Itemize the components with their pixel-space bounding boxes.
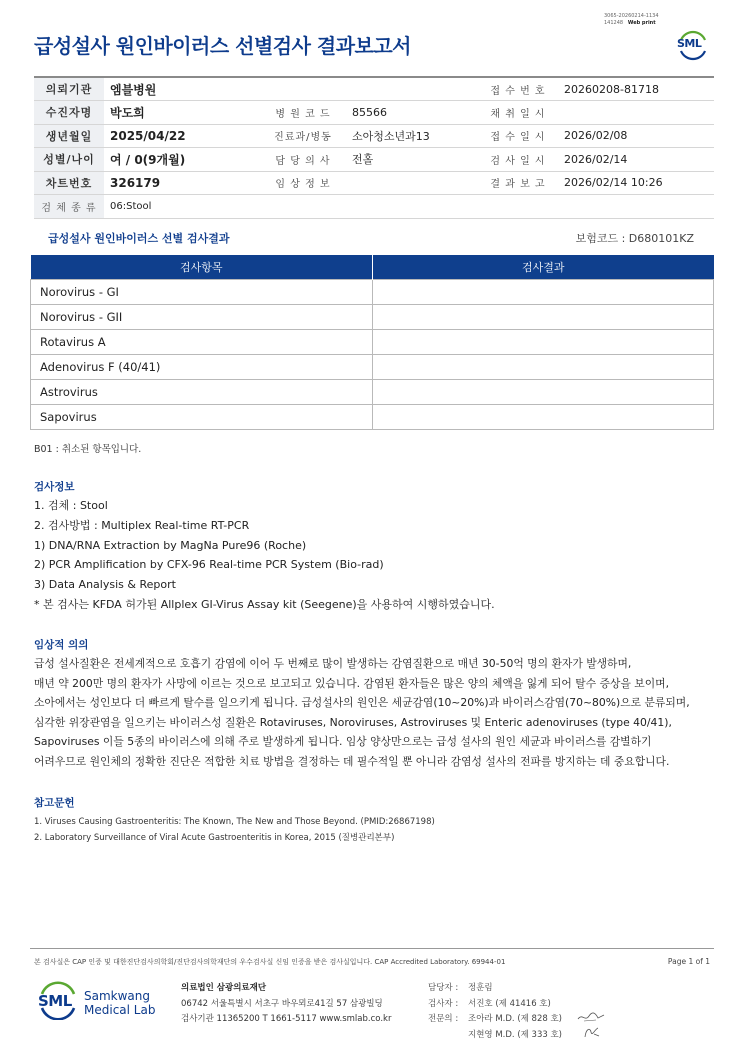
clinical-line: Sapoviruses 이들 5종의 바이러스에 의해 주로 발생하게 됩니다. 임상 양상만으로는 급성 설사의 원인 세균과 바이러스를 감별하기 xyxy=(34,735,652,748)
specimen-value: 06:Stool xyxy=(104,195,714,219)
organization-info xyxy=(181,981,391,1028)
info-value xyxy=(558,101,714,125)
test-info-line: * 본 검사는 KFDA 허가된 Allplex GI-Virus Assay kit (Seegene)을 사용하여 시행하였습니다. xyxy=(34,597,495,611)
test-info-heading: 검사정보 xyxy=(34,481,75,493)
staff-name: 지현영 M.D. (제 333 호) xyxy=(468,1029,563,1040)
test-item: Adenovirus F (40/41) xyxy=(31,354,373,379)
info-value xyxy=(346,77,478,101)
staff-role: 전문의 : xyxy=(428,1014,459,1024)
info-value xyxy=(346,171,478,195)
org-contact: 검사기관 11365200 T 1661-5117 www.smlab.co.kr xyxy=(181,1014,392,1024)
info-value: 20260208-81718 xyxy=(558,77,714,101)
signature-1-icon xyxy=(576,1010,606,1024)
patient-info-table xyxy=(34,76,714,219)
org-name: 의료법인 삼광의료재단 xyxy=(181,983,267,993)
table-row xyxy=(31,404,714,429)
info-value: 엠블병원 xyxy=(104,77,260,101)
sml-logo-text: SML xyxy=(38,992,72,1010)
cancel-note: B01 : 취소된 항목입니다. xyxy=(34,444,142,455)
test-item: Rotavirus A xyxy=(31,329,373,354)
info-label: 성별/나이 xyxy=(34,148,104,172)
table-row xyxy=(31,279,714,304)
info-value: 85566 xyxy=(346,101,478,125)
certification-note: 본 검사실은 CAP 인증 및 대한진단검사의학회/진단검사의학재단의 우수검사실 신임 인증을 받은 검사실입니다. CAP Accredited Laboratory. 69944-01 xyxy=(34,958,506,966)
references-heading: 참고문헌 xyxy=(34,797,75,809)
staff-name: 서진호 (제 41416 호) xyxy=(468,998,551,1009)
info-label: 채 취 일 시 xyxy=(478,101,558,125)
info-label xyxy=(260,77,346,101)
test-item: Norovirus - GII xyxy=(31,304,373,329)
info-label: 검 사 일 시 xyxy=(478,148,558,172)
clinical-line: 매년 약 200만 명의 환자가 사망에 이르는 것으로 보고되고 있습니다. 감염된 환자들은 많은 양의 체액을 잃게 되어 탈수 증상을 보이며, xyxy=(34,676,670,690)
table-row xyxy=(31,329,714,354)
test-info-line: 2) PCR Amplification by CFX-96 Real-time PCR System (Bio-rad) xyxy=(34,558,384,572)
reference-line: 2. Laboratory Surveillance of Viral Acute Gastroenteritis in Korea, 2015 (질병관리본부) xyxy=(34,833,395,843)
clinical-heading: 임상적 의의 xyxy=(34,639,89,651)
info-row-specimen xyxy=(34,195,714,219)
test-info-line: 2. 검사방법 : Multiplex Real-time RT-PCR xyxy=(34,518,250,532)
sml-logo xyxy=(675,26,711,64)
info-value: 여 / 0(9개월) xyxy=(104,148,260,172)
web-print-label: Web print xyxy=(627,20,656,26)
info-label: 병 원 코 드 xyxy=(260,101,346,125)
staff-name: 조아라 M.D. (제 828 호) xyxy=(468,1014,563,1024)
column-header-item: 검사항목 xyxy=(31,255,373,279)
test-info-body xyxy=(34,496,495,615)
result-section-title: 급성설사 원인바이러스 선별 검사결과 xyxy=(48,232,230,245)
info-label: 진료과/병동 xyxy=(260,124,346,148)
test-item: Sapovirus xyxy=(31,404,373,429)
info-value: 2026/02/08 xyxy=(558,124,714,148)
result-table xyxy=(30,255,714,430)
footer-divider xyxy=(30,948,714,949)
test-result xyxy=(373,304,714,329)
signature-2-icon xyxy=(582,1025,602,1039)
document-id-line1: 3065-20260214-1134 xyxy=(604,13,659,19)
info-label: 담 당 의 사 xyxy=(260,148,346,172)
info-label: 수진자명 xyxy=(34,101,104,125)
staff-role: 담당자 : xyxy=(428,983,459,993)
test-result xyxy=(373,329,714,354)
table-row xyxy=(31,379,714,404)
clinical-line: 어려우므로 원인체의 정확한 진단은 적합한 치료 방법을 결정하는 데 필수적일 뿐 아니라 감염성 설사의 전파를 방지하는 데 중요합니다. xyxy=(34,754,670,768)
staff-name: 정훈림 xyxy=(468,983,493,993)
info-row xyxy=(34,148,714,172)
info-label: 의뢰기관 xyxy=(34,77,104,101)
info-label: 결 과 보 고 xyxy=(478,171,558,195)
clinical-line: 심각한 위장관염을 일으키는 바이러스성 질환은 Rotaviruses, Noroviruses, Astroviruses 및 Enteric adenoviruses (type 40/41), xyxy=(34,715,672,729)
info-row xyxy=(34,124,714,148)
test-info-line: 1. 검체 : Stool xyxy=(34,499,108,512)
page-number: Page 1 of 1 xyxy=(667,957,710,966)
test-result xyxy=(373,279,714,304)
logo-line1: Samkwang xyxy=(84,989,150,1003)
logo-line2: Medical Lab xyxy=(84,1003,156,1017)
info-value: 소아청소년과13 xyxy=(346,124,478,148)
staff-info xyxy=(428,981,562,1043)
reference-line: 1. Viruses Causing Gastroenteritis: The Known, The New and Those Beyond. (PMID:26867198) xyxy=(34,817,435,827)
info-label: 접 수 번 호 xyxy=(478,77,558,101)
staff-role: 검사자 : xyxy=(428,998,459,1009)
test-item: Astrovirus xyxy=(31,379,373,404)
specimen-label: 검 체 종 류 xyxy=(34,195,104,219)
references-body xyxy=(34,814,435,846)
page-title: 급성설사 원인바이러스 선별검사 결과보고서 xyxy=(34,34,411,58)
info-label: 접 수 일 시 xyxy=(478,124,558,148)
sml-logo-text: SML xyxy=(677,37,702,50)
info-value: 326179 xyxy=(104,171,260,195)
test-info-line: 1) DNA/RNA Extraction by MagNa Pure96 (Roche) xyxy=(34,538,307,552)
info-value: 2026/02/14 xyxy=(558,148,714,172)
info-value: 2025/04/22 xyxy=(104,124,260,148)
info-value: 박도희 xyxy=(104,101,260,125)
info-label: 차트번호 xyxy=(34,171,104,195)
table-row xyxy=(31,304,714,329)
info-row xyxy=(34,77,714,101)
insurance-code: 보험코드 : D680101KZ xyxy=(575,232,694,245)
info-value: 2026/02/14 10:26 xyxy=(558,171,714,195)
info-row xyxy=(34,171,714,195)
org-address: 06742 서울특별시 서초구 바우뫼로41길 57 삼광빌딩 xyxy=(181,998,383,1009)
result-header-row xyxy=(31,255,714,279)
clinical-line: 소아에서는 성인보다 더 빠르게 탈수를 일으키게 됩니다. 급성설사의 원인은 세균감염(10~20%)과 바이러스감염(70~80%)으로 분류되며, xyxy=(34,696,690,709)
samkwang-logo xyxy=(36,980,166,1020)
table-row xyxy=(31,354,714,379)
info-label: 임 상 정 보 xyxy=(260,171,346,195)
clinical-line: 급성 설사질환은 전세계적으로 호흡기 감염에 이어 두 번째로 많이 발생하는 감염질환으로 매년 30-50억 명의 환자가 발생하며, xyxy=(34,657,632,670)
info-value: 전홀 xyxy=(346,148,478,172)
test-item: Norovirus - GI xyxy=(31,279,373,304)
test-result xyxy=(373,404,714,429)
column-header-result: 검사결과 xyxy=(373,255,714,279)
test-info-line: 3) Data Analysis & Report xyxy=(34,578,176,592)
test-result xyxy=(373,379,714,404)
document-id xyxy=(604,13,659,27)
info-row xyxy=(34,101,714,125)
info-label: 생년월일 xyxy=(34,124,104,148)
clinical-body xyxy=(34,654,690,771)
test-result xyxy=(373,354,714,379)
document-id-line2: 141248 xyxy=(604,20,624,26)
